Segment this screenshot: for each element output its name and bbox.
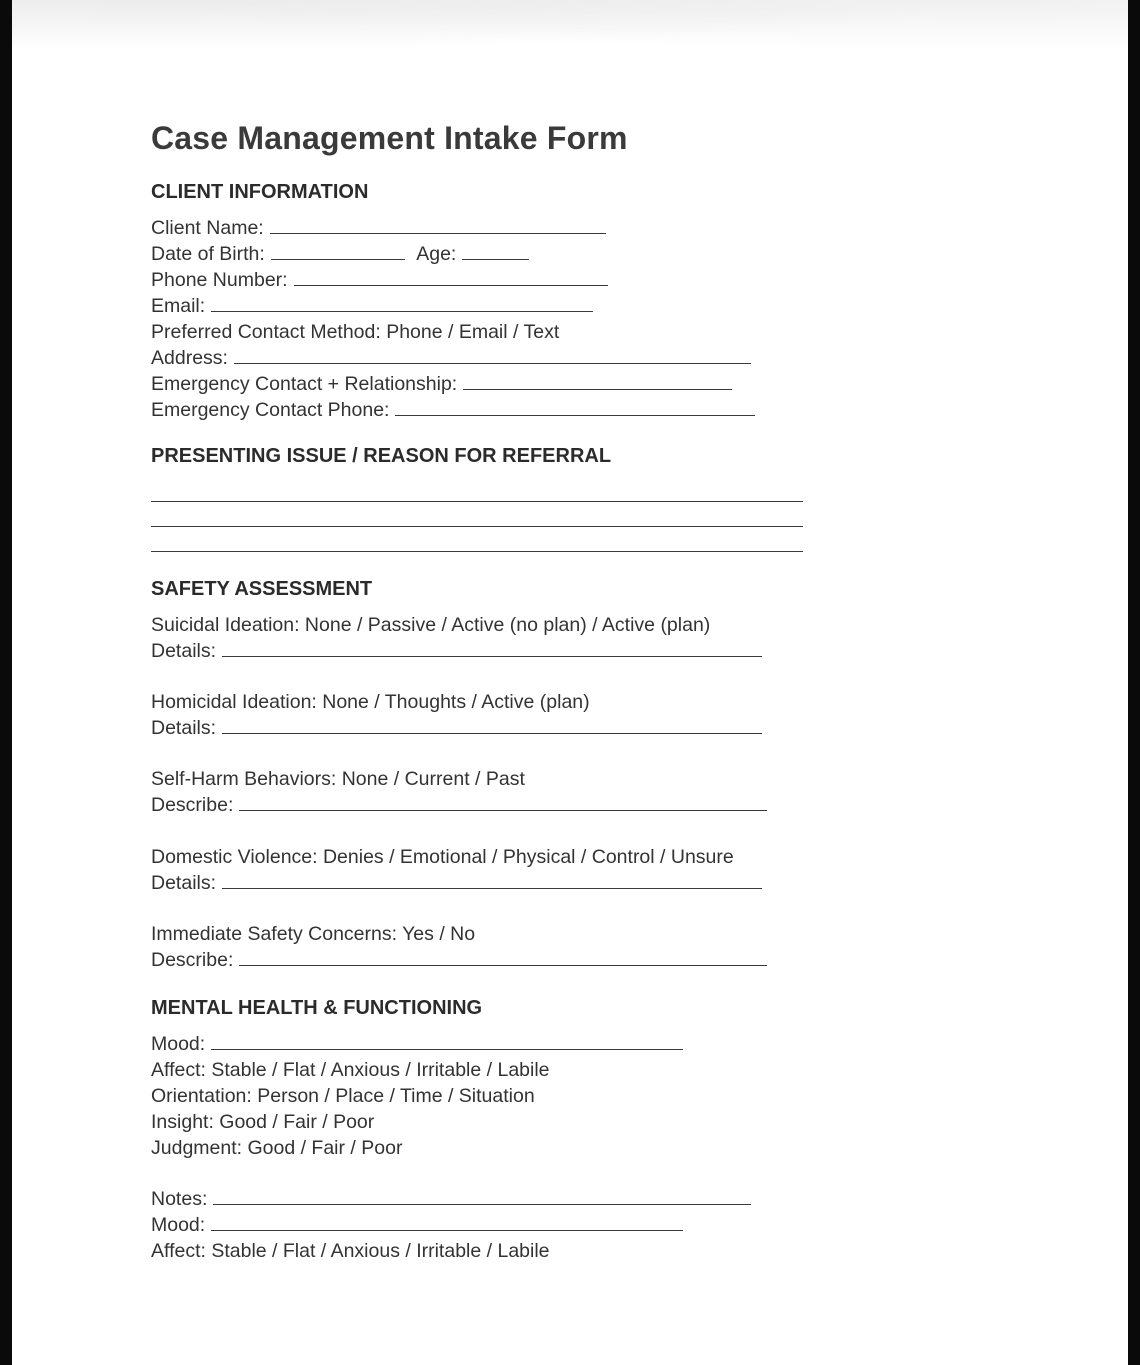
mood-label: Mood: xyxy=(151,1033,206,1055)
phone-number-label: Phone Number: xyxy=(151,269,288,291)
emergency-phone-label: Emergency Contact Phone: xyxy=(151,399,390,421)
phone-number-field[interactable] xyxy=(294,267,608,286)
scan-left-edge xyxy=(0,0,12,1365)
immediate-safety-block xyxy=(151,921,851,973)
self-harm-describe-row xyxy=(151,792,851,818)
client-information-fields xyxy=(151,215,851,423)
insight-options: Insight: Good / Fair / Poor xyxy=(151,1111,375,1133)
form-title: Case Management Intake Form xyxy=(151,120,628,156)
mood-row xyxy=(151,1031,851,1057)
self-harm-options: Self-Harm Behaviors: None / Current / Past xyxy=(151,768,525,790)
age-field[interactable] xyxy=(462,241,529,260)
presenting-issue-line-3[interactable] xyxy=(151,527,803,552)
immediate-describe-row xyxy=(151,947,851,973)
presenting-issue-lines xyxy=(151,477,851,552)
email-row xyxy=(151,293,851,319)
homicidal-block xyxy=(151,689,851,741)
emergency-phone-row xyxy=(151,397,851,423)
section-heading-safety-assessment: SAFETY ASSESSMENT xyxy=(151,578,373,600)
suicidal-ideation-options: Suicidal Ideation: None / Passive / Active (no plan) / Active (plan) xyxy=(151,614,711,636)
immediate-describe-field[interactable] xyxy=(239,947,767,966)
domestic-violence-block xyxy=(151,844,851,896)
self-harm-describe-field[interactable] xyxy=(239,792,767,811)
domestic-details-field[interactable] xyxy=(222,870,762,889)
immediate-safety-options: Immediate Safety Concerns: Yes / No xyxy=(151,923,476,945)
mood-field-2[interactable] xyxy=(211,1212,683,1231)
emergency-contact-field[interactable] xyxy=(463,371,732,390)
suicidal-details-label: Details: xyxy=(151,640,217,662)
address-label: Address: xyxy=(151,347,228,369)
immediate-describe-label: Describe: xyxy=(151,949,234,971)
suicidal-block xyxy=(151,612,851,664)
section-heading-client-information: CLIENT INFORMATION xyxy=(151,181,369,203)
client-name-row xyxy=(151,215,851,241)
orientation-options: Orientation: Person / Place / Time / Situation xyxy=(151,1085,535,1107)
notes-label: Notes: xyxy=(151,1188,208,1210)
email-label: Email: xyxy=(151,295,206,317)
presenting-issue-line-2[interactable] xyxy=(151,502,803,527)
age-label: Age: xyxy=(416,243,457,265)
homicidal-details-label: Details: xyxy=(151,717,217,739)
dob-label: Date of Birth: xyxy=(151,243,265,265)
mental-health-notes xyxy=(151,1186,851,1264)
notes-row xyxy=(151,1186,851,1212)
dob-age-row xyxy=(151,241,851,267)
dob-field[interactable] xyxy=(271,241,405,260)
mental-health-fields xyxy=(151,1031,851,1161)
scan-top-shadow xyxy=(12,0,1128,60)
form-content xyxy=(151,116,851,1264)
suicidal-details-field[interactable] xyxy=(222,638,762,657)
self-harm-describe-label: Describe: xyxy=(151,794,234,816)
presenting-issue-line-1[interactable] xyxy=(151,477,803,502)
domestic-violence-options: Domestic Violence: Denies / Emotional / Physical / Control / Unsure xyxy=(151,846,734,868)
client-name-label: Client Name: xyxy=(151,217,264,239)
notes-field[interactable] xyxy=(213,1186,751,1205)
homicidal-ideation-options: Homicidal Ideation: None / Thoughts / Active (plan) xyxy=(151,691,590,713)
affect-options-2: Affect: Stable / Flat / Anxious / Irritable / Labile xyxy=(151,1240,550,1262)
domestic-details-label: Details: xyxy=(151,872,217,894)
suicidal-details-row xyxy=(151,638,851,664)
emergency-contact-label: Emergency Contact + Relationship: xyxy=(151,373,458,395)
address-field[interactable] xyxy=(234,345,751,364)
emergency-contact-row xyxy=(151,371,851,397)
section-heading-mental-health: MENTAL HEALTH & FUNCTIONING xyxy=(151,997,483,1019)
scan-right-edge xyxy=(1128,0,1140,1365)
email-field[interactable] xyxy=(211,293,593,312)
client-name-field[interactable] xyxy=(270,215,606,234)
judgment-options: Judgment: Good / Fair / Poor xyxy=(151,1137,403,1159)
homicidal-details-row xyxy=(151,715,851,741)
mood-field[interactable] xyxy=(211,1031,683,1050)
address-row xyxy=(151,345,851,371)
affect-options: Affect: Stable / Flat / Anxious / Irritable / Labile xyxy=(151,1059,550,1081)
homicidal-details-field[interactable] xyxy=(222,715,762,734)
mood-label-2: Mood: xyxy=(151,1214,206,1236)
mood-row-2 xyxy=(151,1212,851,1238)
section-heading-presenting-issue: PRESENTING ISSUE / REASON FOR REFERRAL xyxy=(151,445,612,467)
phone-number-row xyxy=(151,267,851,293)
domestic-details-row xyxy=(151,870,851,896)
self-harm-block xyxy=(151,766,851,818)
preferred-contact-row: Preferred Contact Method: Phone / Email / Text xyxy=(151,321,560,343)
emergency-phone-field[interactable] xyxy=(395,397,755,416)
